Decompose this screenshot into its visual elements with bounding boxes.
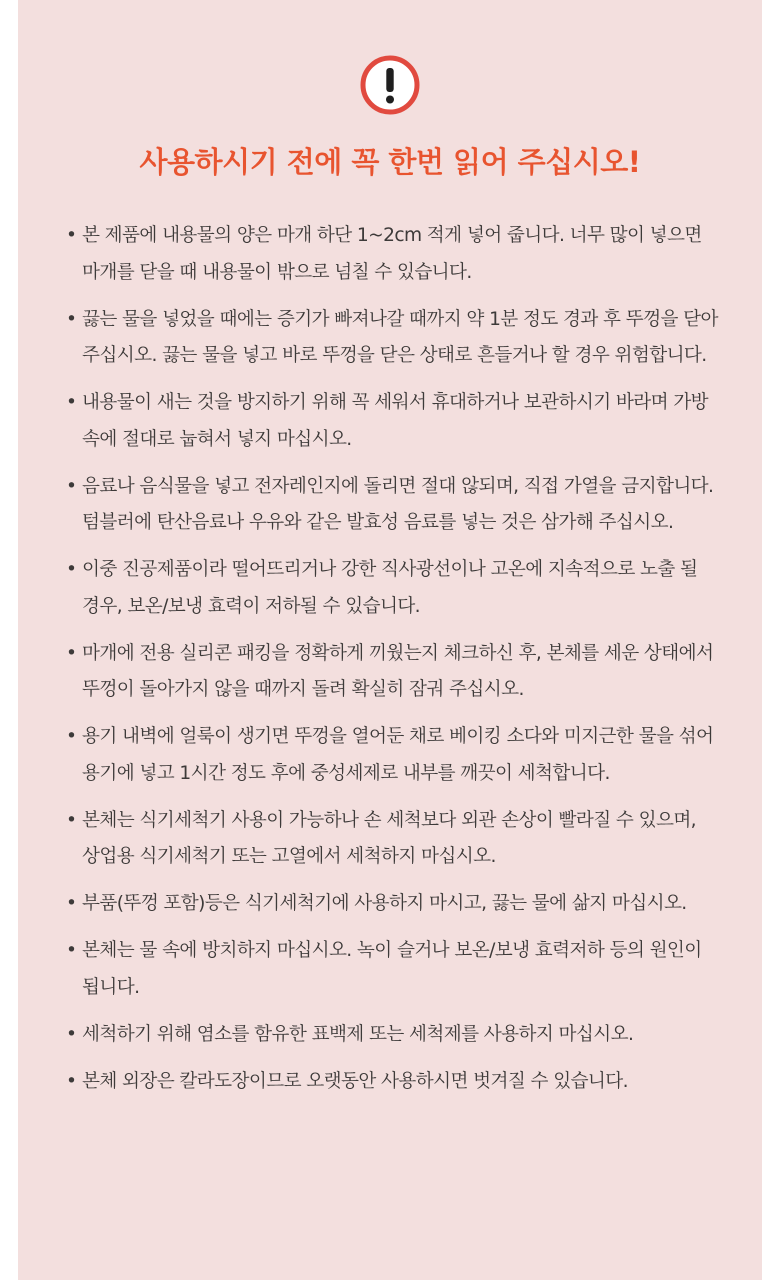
note-text: 끓는 물을 넣었을 때에는 증기가 빠져나갈 때까지 약 1분 정도 경과 후 뚜껑을 닫아 주십시오. 끓는 물을 넣고 바로 뚜껑을 닫은 상태로 흔들거나 할 경우 위험합니다. xyxy=(82,308,718,366)
bullet: • xyxy=(66,642,77,664)
bullet: • xyxy=(66,1023,77,1045)
caution-list xyxy=(62,218,722,1111)
bullet: • xyxy=(66,1070,77,1092)
page-title: 사용하시기 전에 꼭 한번 읽어 주십시오! xyxy=(139,145,641,179)
bullet: • xyxy=(66,559,77,580)
note-text: 본체 외장은 칼라도장이므로 오랫동안 사용하시면 벗겨질 수 있습니다. xyxy=(82,1070,628,1092)
bullet: • xyxy=(66,392,77,413)
list-item xyxy=(62,803,722,876)
note-text: 본체는 식기세척기 사용이 가능하나 손 세척보다 외관 손상이 빨라질 수 있으며, 상업용 식기세척기 또는 고열에서 세척하지 마십시오. xyxy=(82,809,696,867)
list-item xyxy=(62,636,722,709)
note-text: 내용물이 새는 것을 방지하기 위해 꼭 세워서 휴대하거나 보관하시기 바라며 가방 속에 절대로 눕혀서 넣지 마십시오. xyxy=(82,392,709,450)
list-item xyxy=(62,385,722,458)
list-item xyxy=(62,1064,722,1101)
list-item xyxy=(62,719,722,792)
bullet: • xyxy=(66,940,77,961)
bullet: • xyxy=(66,308,77,330)
bullet: • xyxy=(66,475,77,497)
bullet: • xyxy=(66,893,77,914)
bullet: • xyxy=(66,809,77,831)
list-item xyxy=(62,1017,722,1054)
bullet: • xyxy=(66,225,77,246)
note-text: 마개에 전용 실리콘 패킹을 정확하게 끼웠는지 체크하신 후, 본체를 세운 상태에서 뚜껑이 돌아가지 않을 때까지 돌려 확실히 잠궈 주십시오. xyxy=(82,642,714,700)
list-item xyxy=(62,302,722,375)
note-text: 용기 내벽에 얼룩이 생기면 뚜껑을 열어둔 채로 베이킹 소다와 미지근한 물을 섞어 용기에 넣고 1시간 정도 후에 중성세제로 내부를 깨끗이 세척합니다. xyxy=(82,726,714,784)
note-text: 본체는 물 속에 방치하지 마십시오. 녹이 슬거나 보온/보냉 효력저하 등의 원인이 됩니다. xyxy=(82,940,702,998)
note-text: 부품(뚜껑 포함)등은 식기세척기에 사용하지 마시고, 끓는 물에 삶지 마십시오. xyxy=(82,893,687,914)
note-text: 이중 진공제품이라 떨어뜨리거나 강한 직사광선이나 고온에 지속적으로 노출 될 경우, 보온/보냉 효력이 저하될 수 있습니다. xyxy=(82,559,698,617)
note-text: 본 제품에 내용물의 양은 마개 하단 1~2cm 적게 넣어 줍니다. 너무 많이 넣으면 마개를 닫을 때 내용물이 밖으로 넘칠 수 있습니다. xyxy=(82,225,702,283)
list-item xyxy=(62,552,722,625)
list-item xyxy=(62,933,722,1006)
note-text: 세척하기 위해 염소를 함유한 표백제 또는 세척제를 사용하지 마십시오. xyxy=(82,1023,634,1045)
list-item xyxy=(62,886,722,923)
note-text: 음료나 음식물을 넣고 전자레인지에 돌리면 절대 않되며, 직접 가열을 금지합니다. 텀블러에 탄산음료나 우유와 같은 발효성 음료를 넣는 것은 삼가해 주십시오. xyxy=(82,475,714,533)
list-item xyxy=(62,218,722,291)
exclamation-circle-icon xyxy=(359,54,421,116)
list-item xyxy=(62,469,722,542)
bullet: • xyxy=(66,726,77,747)
